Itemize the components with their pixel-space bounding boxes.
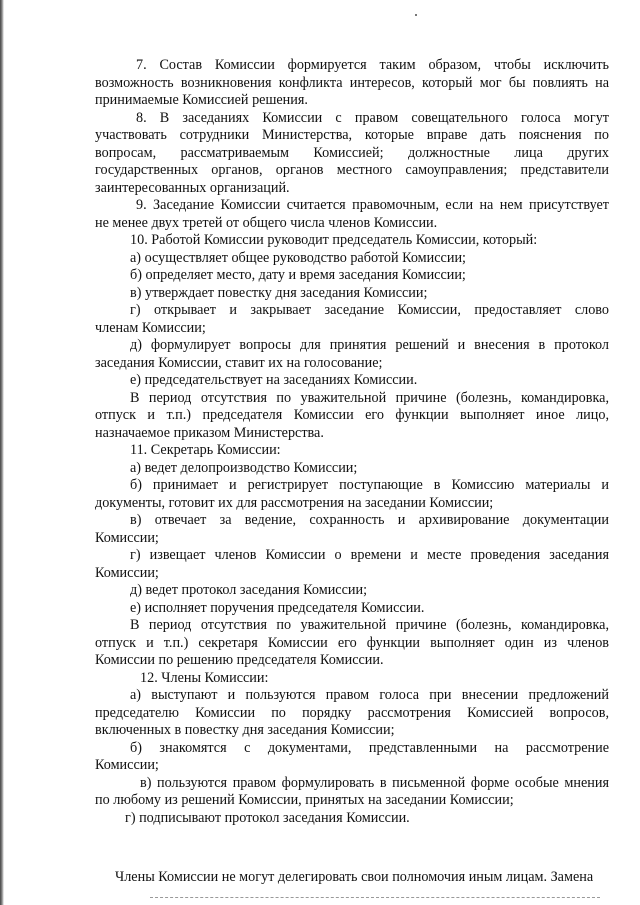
paragraph-10-item-v: в) утверждает повестку дня заседания Комиссии; [130, 284, 428, 301]
paragraph-11-absence-line-1: В период отсутствия по уважительной причине (болезнь, командировка, [130, 617, 609, 633]
paragraph-11-item-v-line-2: Комиссии; [95, 529, 159, 546]
paragraph-11-absence-line-3: Комиссии по решению председателя Комиссии. [95, 652, 384, 668]
paragraph-8-line-4: государственных органов, органов местного самоуправления; представители [95, 162, 609, 178]
paragraph-11-item-v-line-1: в) отвечает за ведение, сохранность и архивирование документации [130, 512, 609, 528]
paragraph-12-item-g: г) подписывают протокол заседания Комиссии. [125, 809, 410, 826]
paragraph-11-item-b-line-2: документы, готовит их для рассмотрения на заседании Комиссии; [95, 494, 494, 511]
paragraph-8-line-3: вопросам, рассматриваемым Комиссией; должностные лица других [95, 144, 609, 161]
paragraph-10-absence-line-1: В период отсутствия по уважительной причине (болезнь, командировка, [130, 389, 609, 406]
paragraph-10-item-g-line-1: г) открывает и закрывает заседание Комиссии, предоставляет слово [130, 302, 609, 318]
paragraph-11-item-d: д) ведет протокол заседания Комиссии; [130, 582, 368, 598]
scan-left-edge [0, 0, 4, 905]
paragraph-12-item-a-line-2: председателю Комиссии по порядку рассмотрения Комиссией вопросов, [95, 704, 609, 721]
paragraph-8-line-2: участвовать сотрудники Министерства, которые вправе дать пояснения по [95, 127, 609, 143]
paragraph-12-closing-line: Члены Комиссии не могут делегировать свои полномочия иным лицам. Замена [115, 869, 594, 885]
paragraph-12-item-v-line-2: по любому из решений Комиссии, принятых на заседании Комиссии; [95, 792, 514, 808]
paragraph-12-heading: 12. Члены Комиссии: [140, 669, 269, 686]
paragraph-10-absence-line-2: отпуск и т.п.) председателя Комиссии его функции выполняет иное лицо, [95, 407, 609, 423]
paragraph-11-heading: 11. Секретарь Комиссии: [130, 442, 281, 458]
paragraph-12-item-b-line-2: Комиссии; [95, 757, 159, 773]
paragraph-11-item-g-line-2: Комиссии; [95, 564, 159, 581]
paragraph-11-item-g-line-1: г) извещает членов Комиссии о времени и месте проведения заседания [130, 547, 609, 563]
scan-speck [415, 14, 417, 16]
paragraph-11-item-e: е) исполняет поручения председателя Комиссии. [130, 599, 425, 616]
paragraph-10-heading: 10. Работой Комиссии руководит председатель Комиссии, который: [130, 232, 538, 248]
scan-bottom-edge [150, 897, 600, 898]
paragraph-7-line-1: 7. Состав Комиссии формируется таким образом, чтобы исключить [136, 57, 609, 73]
paragraph-8-line-1: 8. В заседаниях Комиссии с правом совещательного голоса могут [136, 109, 609, 126]
paragraph-12-item-a-line-1: а) выступают и пользуются правом голоса при внесении предложений [130, 687, 609, 703]
paragraph-10-item-a: а) осуществляет общее руководство работой Комиссии; [130, 249, 466, 266]
paragraph-11-item-a: а) ведет делопроизводство Комиссии; [130, 459, 358, 476]
paragraph-12-item-a-line-3: включенных в повестку дня заседания Комиссии; [95, 722, 395, 738]
paragraph-10-item-d-line-2: заседания Комиссии, ставит их на голосование; [95, 354, 383, 371]
paragraph-10-item-d-line-1: д) формулирует вопросы для принятия решений и внесения в протокол [130, 337, 609, 353]
paragraph-10-item-g-line-2: членам Комиссии; [95, 319, 206, 336]
paragraph-10-absence-line-3: назначаемое приказом Министерства. [95, 424, 324, 441]
paragraph-9-line-2: не менее двух третей от общего числа членов Комиссии. [95, 214, 438, 231]
paragraph-8-line-5: заинтересованных организаций. [95, 179, 290, 196]
paragraph-11-item-b-line-1: б) принимает и регистрирует поступающие в Комиссию материалы и [130, 477, 609, 493]
paragraph-7-line-3: принимаемые Комиссией решения. [95, 92, 308, 108]
paragraph-7-line-2: возможность возникновения конфликта интересов, который мог бы повлиять на [95, 74, 609, 91]
document-body [95, 57, 609, 827]
paragraph-11-absence-line-2: отпуск и т.п.) секретаря Комиссии его функции выполняет один из членов [95, 634, 609, 651]
paragraph-12-item-v-line-1: в) пользуются правом формулировать в письменной форме особые мнения [140, 774, 609, 791]
paragraph-10-item-e: е) председательствует на заседаниях Комиссии. [130, 372, 418, 388]
paragraph-10-item-b: б) определяет место, дату и время заседания Комиссии; [130, 267, 466, 283]
paragraph-12-item-b-line-1: б) знакомятся с документами, представленными на рассмотрение [130, 739, 609, 756]
paragraph-9-line-1: 9. Заседание Комиссии считается правомочным, если на нем присутствует [136, 197, 609, 213]
